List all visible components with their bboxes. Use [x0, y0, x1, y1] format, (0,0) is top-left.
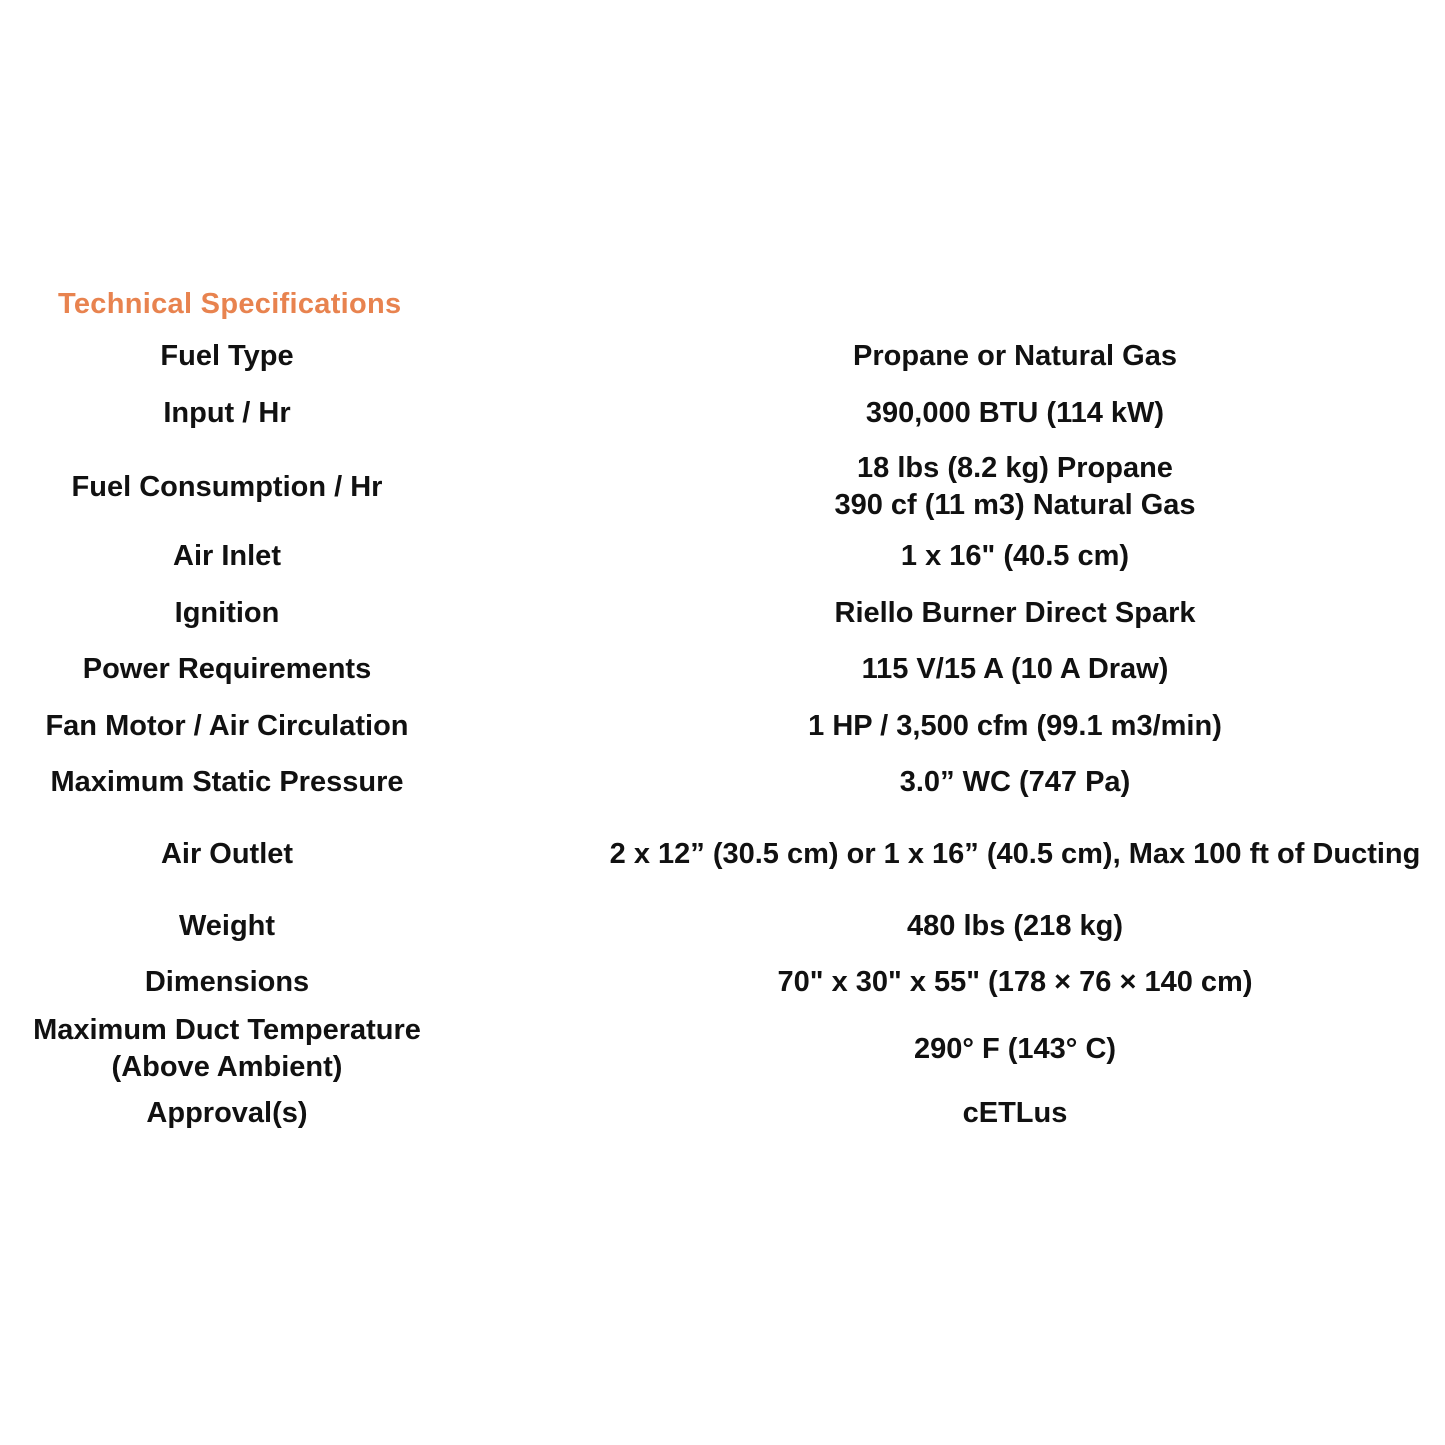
- spec-value-line: 70" x 30" x 55" (178 × 76 × 140 cm): [777, 966, 1253, 998]
- spec-row: [0, 651, 1445, 688]
- spec-value: [590, 1031, 1440, 1068]
- spec-row: [0, 764, 1445, 801]
- spec-row: [0, 964, 1445, 1001]
- spec-value: [590, 836, 1440, 873]
- spec-label-line: Air Outlet: [160, 838, 294, 870]
- spec-value: [590, 338, 1440, 375]
- spec-label-line: Dimensions: [144, 966, 310, 998]
- spec-label-line: Weight: [178, 910, 276, 942]
- spec-value-line: 1 HP / 3,500 cfm (99.1 m3/min): [808, 710, 1222, 742]
- spec-value: [590, 908, 1440, 945]
- spec-value-line: 290° F (143° C): [913, 1032, 1117, 1065]
- spec-value-line: Propane or Natural Gas: [853, 340, 1177, 372]
- page-title: Technical Specifications: [58, 288, 402, 320]
- spec-label: [10, 595, 444, 632]
- spec-value: [590, 764, 1440, 801]
- spec-value: [590, 964, 1440, 1001]
- spec-value-line: Riello Burner Direct Spark: [834, 597, 1196, 629]
- spec-label: [10, 908, 444, 945]
- spec-row: [0, 836, 1445, 873]
- spec-label: [10, 651, 444, 688]
- spec-label: [10, 395, 444, 432]
- spec-value-line: 115 V/15 A (10 A Draw): [861, 653, 1169, 685]
- spec-row: [0, 450, 1445, 524]
- spec-label: [10, 964, 444, 1001]
- spec-value: [590, 450, 1440, 524]
- spec-value-line: 2 x 12” (30.5 cm) or 1 x 16” (40.5 cm), Max 100 ft of Ducting: [609, 838, 1421, 870]
- spec-label: [10, 469, 444, 506]
- spec-row: [0, 595, 1445, 632]
- spec-row: [0, 1095, 1445, 1132]
- spec-value: [590, 395, 1440, 432]
- spec-label: [10, 1095, 444, 1132]
- spec-value: [590, 708, 1440, 745]
- spec-row: [0, 538, 1445, 575]
- spec-value: [590, 1095, 1440, 1132]
- spec-row: [0, 395, 1445, 432]
- spec-label-line: Air Inlet: [173, 540, 281, 572]
- spec-label-line: Maximum Duct Temperature: [33, 1014, 421, 1046]
- spec-row: [0, 338, 1445, 375]
- spec-label-line: Maximum Static Pressure: [50, 766, 404, 798]
- spec-label: [10, 538, 444, 575]
- spec-label-line: Approval(s): [146, 1097, 308, 1129]
- spec-label: [10, 1012, 444, 1086]
- spec-row: [0, 1012, 1445, 1086]
- spec-value: [590, 595, 1440, 632]
- spec-value: [590, 651, 1440, 688]
- spec-value: [590, 538, 1440, 575]
- spec-row: [0, 708, 1445, 745]
- spec-label-line: Fan Motor / Air Circulation: [45, 710, 409, 742]
- spec-label-line: Fuel Consumption / Hr: [71, 470, 383, 503]
- spec-value-line: 480 lbs (218 kg): [907, 910, 1123, 942]
- spec-label-line: Ignition: [174, 597, 280, 629]
- spec-label-line: (Above Ambient): [111, 1051, 343, 1083]
- spec-label: [10, 764, 444, 801]
- spec-row: [0, 908, 1445, 945]
- spec-label-line: Power Requirements: [82, 653, 372, 685]
- spec-label-line: Fuel Type: [160, 340, 294, 372]
- spec-label: [10, 708, 444, 745]
- spec-value-line: 1 x 16" (40.5 cm): [900, 540, 1130, 572]
- spec-value-line: cETLus: [962, 1097, 1068, 1129]
- spec-label: [10, 836, 444, 873]
- spec-label-line: Input / Hr: [163, 397, 291, 429]
- spec-value-line: 18 lbs (8.2 kg) Propane: [857, 452, 1173, 484]
- spec-value-line: 3.0” WC (747 Pa): [899, 766, 1131, 798]
- spec-value-line: 390,000 BTU (114 kW): [865, 397, 1165, 429]
- spec-label: [10, 338, 444, 375]
- spec-value-line: 390 cf (11 m3) Natural Gas: [834, 489, 1196, 521]
